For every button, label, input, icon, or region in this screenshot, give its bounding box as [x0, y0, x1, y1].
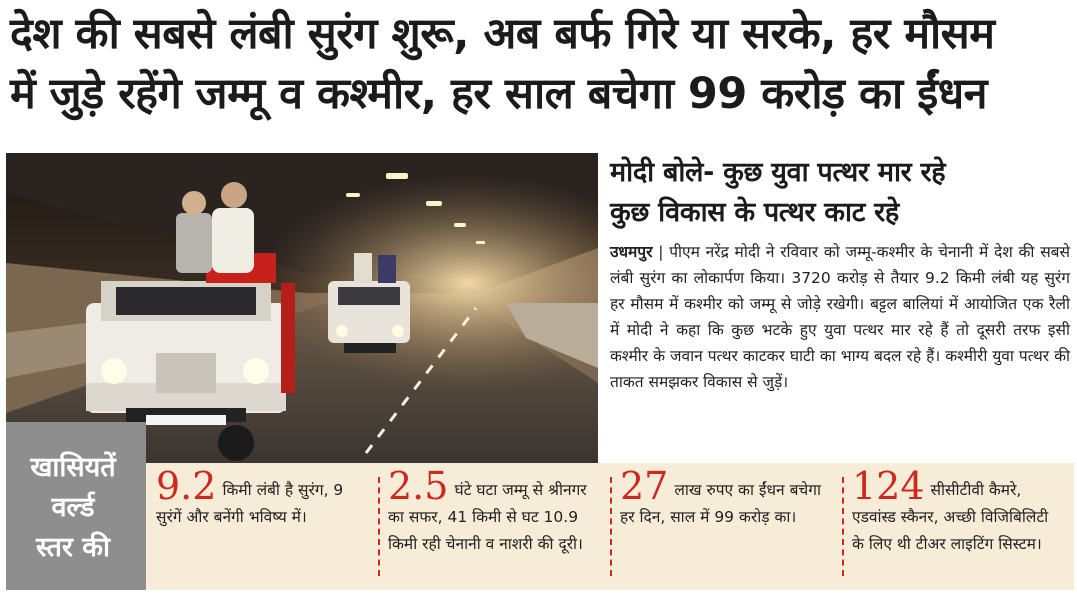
- subhead-line-2: कुछ विकास के पत्थर काट रहे: [610, 197, 899, 228]
- story-subhead: [610, 153, 1070, 233]
- story-column: [610, 153, 1070, 395]
- fact-item: [842, 463, 1074, 590]
- headline-line-1: देश की सबसे लंबी सुरंग शुरू, अब बर्फ गिरे या सरके, हर मौसम: [10, 9, 995, 59]
- fact-number: 2.5: [388, 464, 449, 508]
- fact-text: किमी लंबी है सुरंग, 9 सुरंगें और बनेंगी भविष्य में।: [156, 481, 344, 526]
- tunnel-photo: [6, 153, 598, 463]
- headline: [10, 4, 1070, 124]
- features-box-text: [8, 448, 138, 568]
- fact-number: 9.2: [156, 464, 217, 508]
- fact-item: [146, 463, 378, 590]
- facts-strip: [146, 463, 1074, 590]
- features-line-2: वर्ल्ड: [51, 492, 95, 523]
- fact-number: 124: [852, 464, 925, 508]
- subhead-line-1: मोदी बोले- कुछ युवा पत्थर मार रहे: [610, 157, 946, 188]
- dateline: उधमपुर: [610, 243, 653, 261]
- fact-number: 27: [620, 464, 669, 508]
- fact-item: [610, 463, 842, 590]
- features-line-1: खासियतें: [30, 452, 116, 483]
- fact-text: घंटे घटा जम्मू से श्रीनगर का सफर, 41 किमी से घट 10.9 किमी रही चेनानी व नाशरी की दूरी।: [388, 481, 587, 553]
- fact-text: लाख रुपए का ईंधन बचेगा हर दिन, साल में 99 करोड़ का।: [620, 481, 822, 526]
- features-line-3: स्तर की: [35, 532, 111, 563]
- dateline-separator: |: [652, 243, 670, 261]
- story-body-text: पीएम नरेंद्र मोदी ने रविवार को जम्मू-कश्मीर के चेनानी में देश की सबसे लंबी सुरंग का लोकार्पण किया। 3720 करोड़ से तैयार 9.2 किमी लंबी यह सुरंग हर मौसम में कश्मीर को जम्मू से जोड़े रखेगी। बट्टल बालियां में आयोजित एक रैली में मोदी ने कहा कि कुछ भटके हुए युवा पत्थर मार रहे हैं तो दूसरी तरफ इसी कश्मीर के जवान पत्थर काटकर घाटी का भाग्य बदल रहे हैं। कश्मीरी युवा पत्थर की ताकत समझकर विकास से जुड़ें।: [610, 243, 1071, 391]
- fact-item: [378, 463, 610, 590]
- story-body: [610, 239, 1070, 395]
- fact-text: सीसीटीवी कैमरे, एडवांस्ड स्कैनर, अच्छी विजिबिलिटी के लिए थी टीअर लाइटिंग सिस्टम।: [852, 481, 1049, 553]
- headline-line-2: में जुड़े रहेंगे जम्मू व कश्मीर, हर साल बचेगा 99 करोड़ का ईंधन: [10, 69, 988, 119]
- tunnel-photo-illustration: [6, 153, 598, 463]
